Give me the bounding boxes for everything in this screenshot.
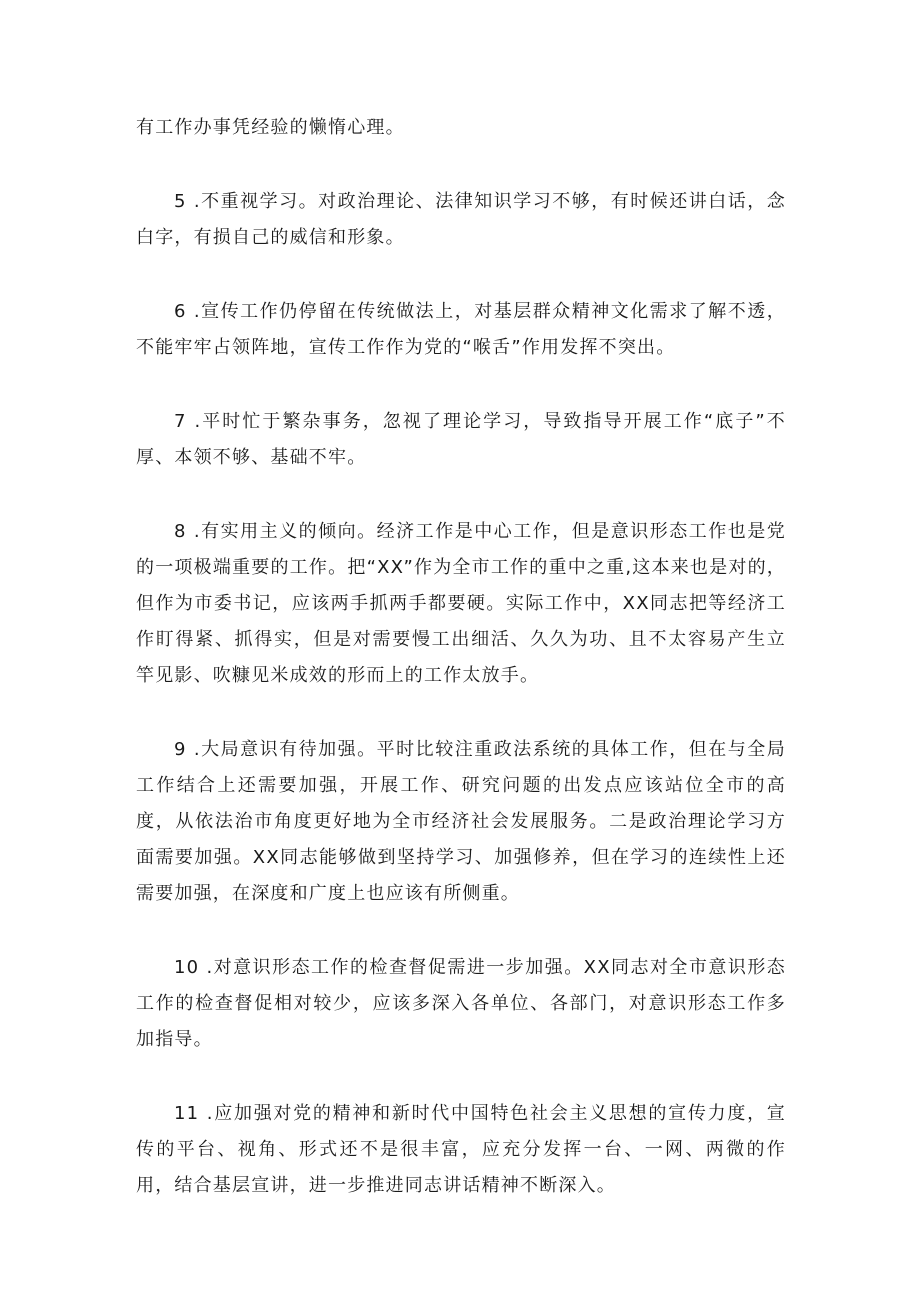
paragraph-number: 11 <box>174 1103 200 1124</box>
paragraph-continuation <box>136 110 786 146</box>
paragraph-number: 9 <box>174 739 187 760</box>
paragraph-item-8 <box>136 514 786 694</box>
paragraph-text: .大局意识有待加强。平时比较注重政法系统的具体工作，但在与全局工作结合上还需要加强，开展工作、研究问题的出发点应该站位全市的高度，从依法治市角度更好地为全市经济社会发展服务。二是政治理论学习方面需要加强。XX同志能够做到坚持学习、加强修养，但在学习的连续性上还需要加强，在深度和广度上也应该有所侧重。 <box>136 739 786 904</box>
paragraph-item-6 <box>136 294 786 366</box>
paragraph-text: .不重视学习。对政治理论、法律知识学习不够，有时候还讲白话，念白字，有损自己的威信和形象。 <box>136 191 786 248</box>
paragraph-item-5 <box>136 184 786 256</box>
paragraph-text: .应加强对党的精神和新时代中国特色社会主义思想的宣传力度，宣传的平台、视角、形式还不是很丰富，应充分发挥一台、一网、两微的作用，结合基层宣讲，进一步推进同志讲话精神不断深入。 <box>136 1103 786 1196</box>
document-body <box>136 110 786 1242</box>
paragraph-text: .对意识形态工作的检查督促需进一步加强。XX同志对全市意识形态工作的检查督促相对较少，应该多深入各单位、各部门，对意识形态工作多加指导。 <box>136 957 786 1050</box>
paragraph-text: 有工作办事凭经验的懒惰心理。 <box>136 117 405 138</box>
paragraph-number: 7 <box>174 411 187 432</box>
paragraph-item-11 <box>136 1096 786 1204</box>
paragraph-number: 6 <box>174 301 187 322</box>
paragraph-number: 8 <box>174 521 187 542</box>
paragraph-item-7 <box>136 404 786 476</box>
paragraph-number: 10 <box>174 957 200 978</box>
paragraph-number: 5 <box>174 191 187 212</box>
paragraph-text: .有实用主义的倾向。经济工作是中心工作，但是意识形态工作也是党的一项极端重要的工作。把“XX”作为全市工作的重中之重,这本来也是对的，但作为市委书记，应该两手抓两手都要硬。实际工作中，XX同志把等经济工作盯得紧、抓得实，但是对需要慢工出细活、久久为功、且不太容易产生立竿见影、吹糠见米成效的形而上的工作太放手。 <box>136 521 786 686</box>
paragraph-item-9 <box>136 732 786 912</box>
paragraph-text: .平时忙于繁杂事务，忽视了理论学习，导致指导开展工作“底子”不厚、本领不够、基础不牢。 <box>136 411 786 468</box>
paragraph-item-10 <box>136 950 786 1058</box>
paragraph-text: .宣传工作仍停留在传统做法上，对基层群众精神文化需求了解不透，不能牢牢占领阵地，宣传工作作为党的“喉舌”作用发挥不突出。 <box>136 301 786 358</box>
